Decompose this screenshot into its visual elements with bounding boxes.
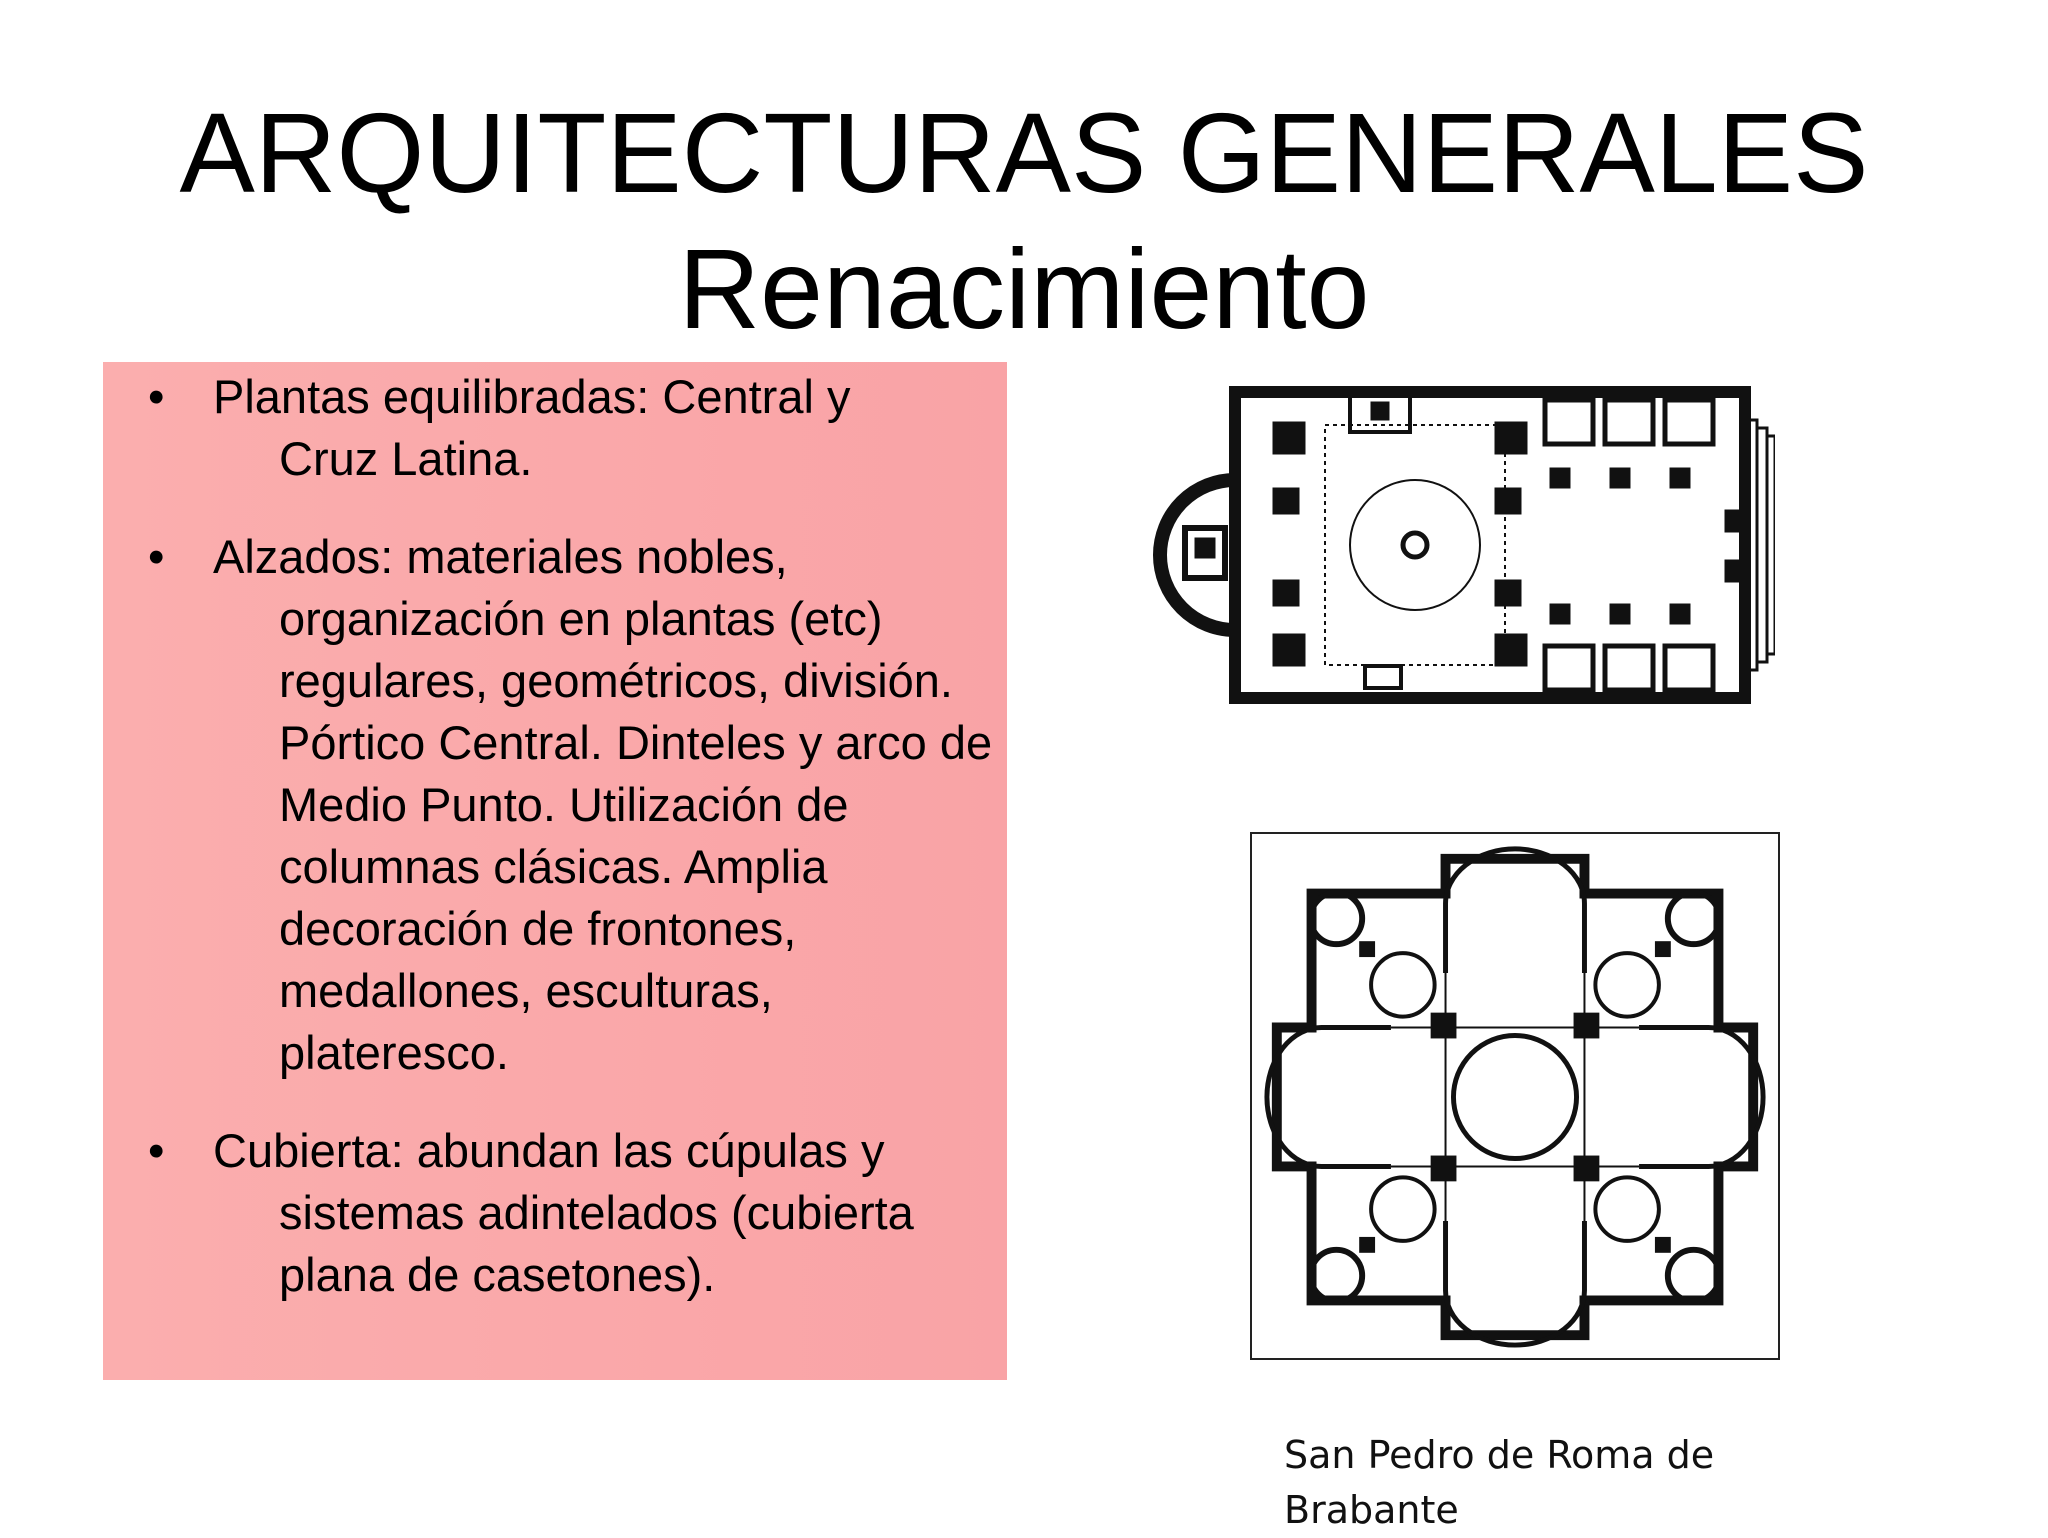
title-line-1: ARQUITECTURAS GENERALES bbox=[179, 90, 1869, 216]
bullet-textbox bbox=[103, 362, 1007, 1380]
title-line-2: Renacimiento bbox=[678, 226, 1370, 352]
figure-caption: San Pedro de Roma de Brabante bbox=[1284, 1433, 1715, 1532]
bullet-text-first: Alzados: materiales nobles, bbox=[213, 530, 788, 583]
bullet-text-first: Cubierta: abundan las cúpulas y bbox=[213, 1124, 885, 1177]
central-floor-plan-icon bbox=[1250, 832, 1780, 1360]
bullet-item-alzados bbox=[143, 526, 993, 1084]
bullet-marker: • bbox=[148, 1124, 165, 1177]
bullet-item-plantas bbox=[143, 366, 993, 490]
bullet-text-rest: Cruz Latina. bbox=[279, 432, 533, 485]
bullet-text-rest: sistemas adintelados (cubierta plana de casetones). bbox=[279, 1186, 914, 1301]
bullet-text-rest: organización en plantas (etc) regulares, geométricos, división. Pórtico Central. Dinteles y arco de Medio Punto. Utilización de columnas clásicas. Amplia decoración de frontones, medallones, esculturas, plateresco. bbox=[279, 592, 993, 1079]
bullet-item-cubierta bbox=[143, 1120, 993, 1306]
bullet-marker: • bbox=[148, 370, 165, 423]
slide-title bbox=[0, 85, 2048, 357]
latin-cross-floor-plan-icon bbox=[1145, 380, 1775, 710]
bullet-marker: • bbox=[148, 530, 165, 583]
bullet-list bbox=[143, 366, 993, 1306]
bullet-text-first: Plantas equilibradas: Central y bbox=[213, 370, 851, 423]
